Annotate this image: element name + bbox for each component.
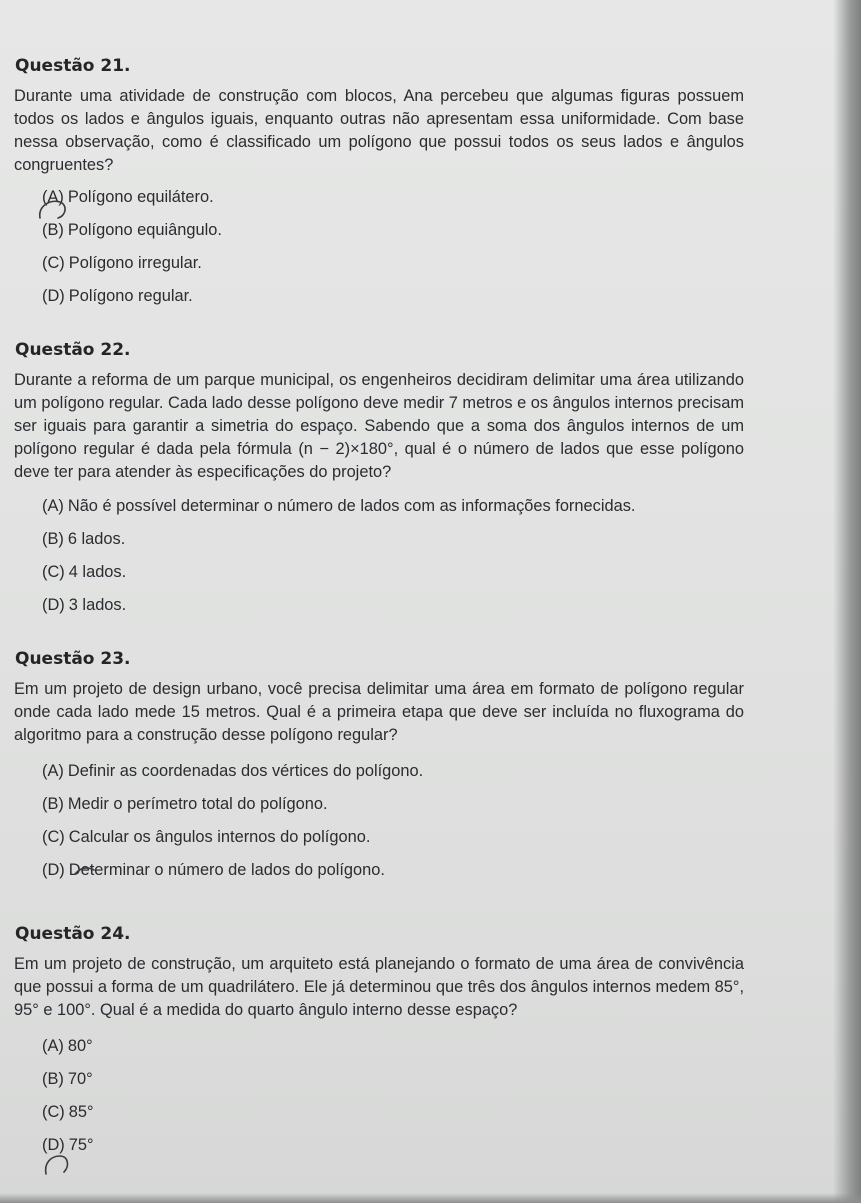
question-23 xyxy=(14,649,744,893)
question-stem: Em um projeto de construção, um arquiteto está planejando o formato de uma área de convivência que possui a forma de um quadrilátero. Ele já determinou que três dos ângulos internos medem 85°, 95° e 100°. Qual é a medida do quarto ângulo interno desse espaço? xyxy=(14,955,744,1019)
question-21 xyxy=(14,56,744,319)
question-stem: Em um projeto de design urbano, você precisa delimitar uma área em formato de polígono regular onde cada lado mede 15 metros. Qual é a primeira etapa que deve ser incluída no fluxograma do algoritmo para a construção desse polígono regular? xyxy=(14,680,744,744)
question-title: Questão 23. xyxy=(15,649,131,669)
option-a[interactable]: (A) 80° xyxy=(42,1037,93,1055)
option-b[interactable]: (B) Medir o perímetro total do polígono. xyxy=(42,795,328,813)
option-d[interactable]: (D) Determinar o número de lados do polígono. xyxy=(42,861,385,879)
page-right-shadow xyxy=(833,0,861,1203)
question-stem: Durante a reforma de um parque municipal, os engenheiros decidiram delimitar uma área utilizando um polígono regular. Cada lado desse polígono deve medir 7 metros e os ângulos internos precisam ser iguais para garantir a simetria do espaço. Sabendo que a soma dos ângulos internos de um polígono regular é dada pela fórmula (n − 2)×180°, qual é o número de lados que esse polígono deve ter para atender às especificações do projeto? xyxy=(14,371,744,481)
options-list xyxy=(42,496,744,615)
question-24 xyxy=(14,924,744,1168)
option-c[interactable]: (C) 85° xyxy=(42,1103,94,1121)
question-22 xyxy=(14,340,744,628)
option-b[interactable]: (B) Polígono equiângulo. xyxy=(42,221,222,239)
page-bottom-shadow xyxy=(0,1193,861,1203)
option-c[interactable]: (C) 4 lados. xyxy=(42,563,127,581)
options-list xyxy=(42,761,744,880)
option-b[interactable]: (B) 6 lados. xyxy=(42,530,126,548)
option-a[interactable]: (A) Polígono equilátero. xyxy=(42,188,214,206)
option-a[interactable]: (A) Não é possível determinar o número de lados com as informações fornecidas. xyxy=(42,497,636,515)
option-d[interactable]: (D) Polígono regular. xyxy=(42,287,193,305)
option-d[interactable]: (D) 3 lados. xyxy=(42,596,127,614)
option-d[interactable]: (D) 75° xyxy=(42,1136,94,1154)
question-title: Questão 21. xyxy=(15,56,131,76)
options-list xyxy=(42,1036,744,1155)
option-c[interactable]: (C) Polígono irregular. xyxy=(42,254,202,272)
option-b[interactable]: (B) 70° xyxy=(42,1070,93,1088)
option-a[interactable]: (A) Definir as coordenadas dos vértices do polígono. xyxy=(42,762,424,780)
question-title: Questão 24. xyxy=(15,924,131,944)
question-title: Questão 22. xyxy=(15,340,131,360)
question-stem: Durante uma atividade de construção com blocos, Ana percebeu que algumas figuras possuem todos os lados e ângulos iguais, enquanto outras não apresentam essa uniformidade. Com base nessa observação, como é classificado um polígono que possui todos os seus lados e ângulos congruentes? xyxy=(14,87,744,174)
options-list xyxy=(42,187,744,306)
option-c[interactable]: (C) Calcular os ângulos internos do polígono. xyxy=(42,828,371,846)
